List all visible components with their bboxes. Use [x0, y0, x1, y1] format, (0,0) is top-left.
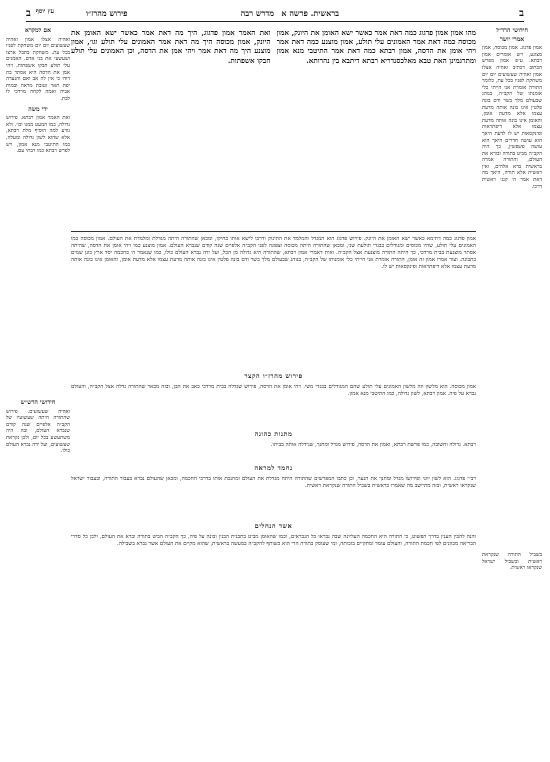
main-text-area: [71, 28, 476, 590]
lower-left-text: ואהיה שעשועים. פירוש שהתורה היתה שעשועיו של הקב״ה אלפיים שנה קודם שנברא העולם, ובה היה משתעשע בכל יום, ולכן נקראת שעשועים, ועל ידה נברא העולם כולו.: [6, 408, 70, 455]
work-title: מדרש רבה: [240, 8, 274, 18]
main-column-left: ואת האמר אמון פדגוג, היך מה דאת אמר כאשר ישא האומן את היונק, אמון מכוסה היך מה דאת אמר האמונים עלי תולע וגו׳, אמון מוצנע היך מה דאת אמר ויהי אמן את הדסה, וכן האמונים עלי תולע חבקו אשפתות.: [71, 28, 271, 65]
commentary-block-1: אמון פדגוג כמה דתימא כאשר ישא האומן את היונק. פירוש פדגוג הוא המגדל והמלמד את התינוק ודרכו לישא אותו בחיקו, ומכאן שהתורה היתה מגדלת ומלמדת את העולם. אמון מכוסה כמו האמונים עלי תולע, שהיו מכוסים ומגודלים בבגדי תולעת שני, ומכאן שהתורה היתה מכוסה וצפונה לפני הקב״ה אלפיים שנה קודם שנברא העולם. אמון מוצנע כמו ויהי אומן את הדסה, שהיתה אסתר מוצנעת בבית מרדכי, כך היתה התורה מוצנעת אצל הקב״ה. ואית דאמרי אמון רבתא, שהתורה היא גדולה מן הכל, ועל ידה נברא העולם כולו, כמו שנאמר ה׳ בחכמה יסד ארץ כונן שמים בתבונה. ועוד אמרו אמון זה אומן, התורה אומרת אני הייתי כלי אומנותו של הקב״ה, בנוהג שבעולם מלך בשר ודם בונה פלטין אינו בונה אותה מדעת עצמו אלא מדעת אומן, והאומן אינו בונה אותה מדעת עצמו אלא דיפתראות ופינקסאות יש לו.: [71, 236, 476, 270]
section-heading-c: נחמד למראה: [254, 464, 293, 472]
commentary-block-2: אמון מכוסה. הוא מלשון וזה מלשון האמונים עלי תולע שהם המגודלים בבגדי משי. ויהי אומן את הדסה, פירוש שגדלה בבית מרדכי כאב את הבן, ובזה מבאר שהתורה גדלה אצל הקב״ה, והעולם נברא על פיה. אמון רבתא, לשון גדולה, כמו התיטבי מנא אמון.: [71, 384, 476, 397]
right-margin-commentary: [482, 28, 542, 548]
section-heading-b: מתנות כהונה: [254, 430, 293, 438]
edge-label: עץ יוסף: [35, 8, 54, 15]
commentary-title: פירוש מהרז״ו: [86, 8, 128, 18]
section-heading-d: אשד הנחלים: [254, 522, 293, 530]
running-head: [26, 8, 524, 22]
left-margin-commentary: [6, 28, 70, 388]
main-two-column: [71, 28, 476, 228]
right-margin-text: אמון פדגוג. אמון מכוסה, אמון מצונע, ויש אומרים אמון רבתא. ע״פ אמון מפרש הכתוב דכתיב ואהיה אצלו אמון ואהיה שעשועים יום יום משחקת לפניו בכל עת, כלומר התורה אומרת אני הייתי כלי אומנתו של הקב״ה, בנוהג שבעולם מלך בשר ודם בונה פלטין אינו בונה אותה מדעת עצמו אלא מדעת אומן, והאומן אינו בונה אותה מדעת עצמו אלא דיפתראות ופינקסאות יש לו לדעת היאך הוא עושה חדרים היאך הוא עושה פשפשין, כך היה הקב״ה מביט בתורה ובורא את העולם, והתורה אמרה בראשית ברא אלהים, ואין ראשית אלא תורה, היאך מה דאת אמר ה׳ קנני ראשית דרכו.: [482, 45, 542, 190]
left-margin-heading-2: ידי משה: [28, 105, 48, 113]
section-heading-a: פירוש מהרז״ו הקצר: [244, 372, 303, 380]
lower-right-note: בשביל התורה שנקראת ראשית ובשביל ישראל שנקראו ראשית.: [482, 552, 542, 572]
right-margin-heading-2: אמרי יושר: [499, 35, 525, 43]
right-margin-heading: חידושי הרד״ל: [496, 28, 528, 34]
lower-left-heading: חידושי הרש״ש: [20, 400, 56, 406]
divider: [71, 231, 476, 232]
commentary-block-5: והנה להבין הענין בדרך הפשוט, כי התורה היא החכמה העליונה שבה נבראו כל הנבראים, וכמו שהאומן מביט בתבנית הבנין ובונה על פיה, כך הקב״ה הביט בתורה וברא את העולם, ולכן כל סדרי הבריאה מכוונים לפי חכמת התורה, והעולם עומד ומתקיים בזכותה, ומי שעוסק בתורה הרי הוא כשותף להקב״ה במעשה בראשית, שהוא מקיים את העולם אשר נברא בשבילה.: [71, 534, 476, 547]
left-margin-heading: אם למקרא: [24, 28, 52, 34]
left-margin-text: ואהיה אצלו אמון ואהיה שעשועים יום יום משחקת לפניו בכל עת. משחקת בתבל ארצו ושעשעי את בני אדם. האמנים עלי תולע חבקו אשפתות. ויהי אמן את הדסה היא אסתר בת דודו כי אין לה אב ואם והנערה יפת תאר וטובת מראה ובמות אביה ואמה לקחה מרדכי לו לבת.: [6, 36, 70, 102]
commentary-block-3: רבתא. גדולה וחשובה, כמו פרשת רבתא, ואמון את הדסה, פירוש מגדל ומחנך, שגידלה אותה בביתו.: [270, 442, 476, 448]
page-number-right: ב: [519, 8, 524, 19]
page-number-left: ב: [26, 8, 31, 19]
commentary-block-4: רב״י פדגוג. הוא לשון יווני ופירושו מגדל ומחנך את הנער, וכן כתבו המפרשים שהתורה היתה מגדלת את העולם ומחנכת אותו בדרכי החכמה, ומכאן שהעולם נברא בעבור התורה, ובעבור ישראל שנקראו ראשית, ובזה מתיישב מה שאמרו בראשית בשביל התורה שנקראת ראשית.: [71, 476, 476, 489]
main-column-right: מהו אמון אמון פדגוג כמה דאת אמר כאשר ישא האומן את היונק, אמון מכוסה כמה דאת אמר האמונים עלי תולע, אמון מוצנע כמה דאת אמר ויהי אומן את הדסה, אמון רבתא כמה דאת אמר התיטבי מנא אמון ומתרגמינן האת טבא מאלכסנדריא רבתא דיתבא בין נהרותא.: [276, 28, 476, 65]
left-margin-text-2: ואת האמר אמון רבתא. פירוש גדולה, כמו המעט ממנו וכו׳. ולא נודע למה הוסיף מלת רבתא, אלא שהוא לשון גדולה ומעלה, כמו התיטבי מנא אמון, ויש לפרש רבתא כמו רבתי עם.: [6, 115, 70, 155]
section-title: בראשית. פרשה א: [281, 8, 339, 18]
lower-left-commentary: [6, 400, 70, 560]
